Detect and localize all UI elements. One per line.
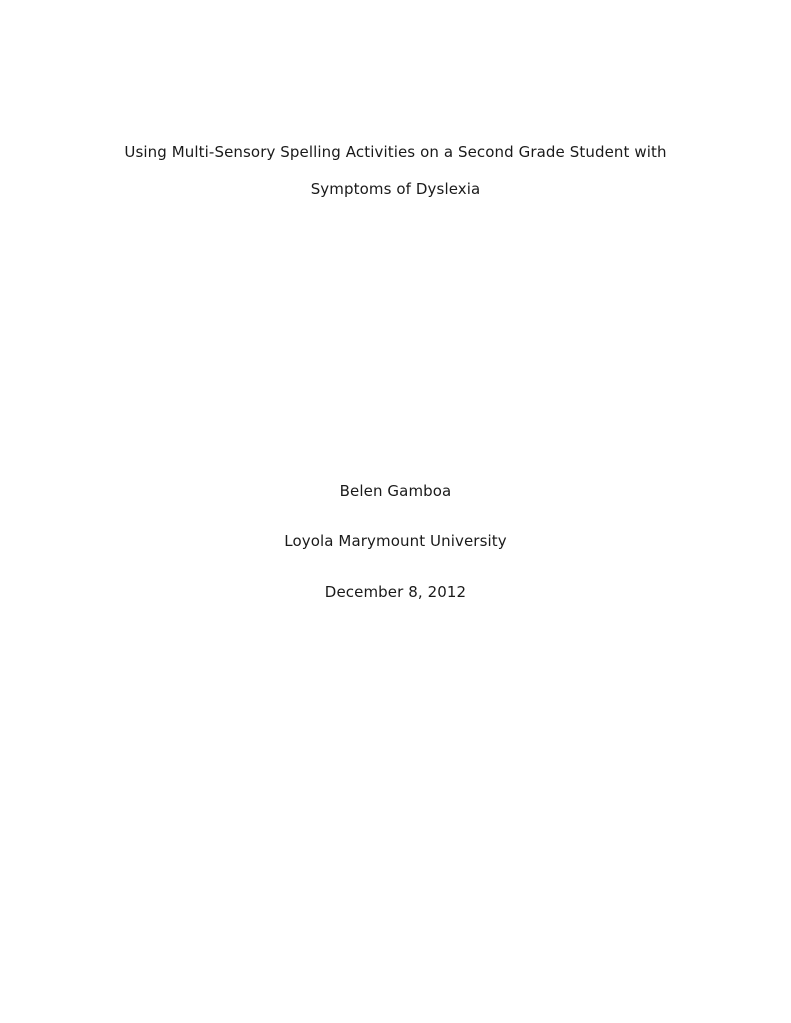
title-line-1: Using Multi-Sensory Spelling Activities on a Second Grade Student with xyxy=(124,143,667,161)
document-date: December 8, 2012 xyxy=(324,583,467,601)
author-name: Belen Gamboa xyxy=(339,482,452,500)
title-line-2: Symptoms of Dyslexia xyxy=(310,180,481,198)
institution-name: Loyola Marymount University xyxy=(284,532,507,550)
